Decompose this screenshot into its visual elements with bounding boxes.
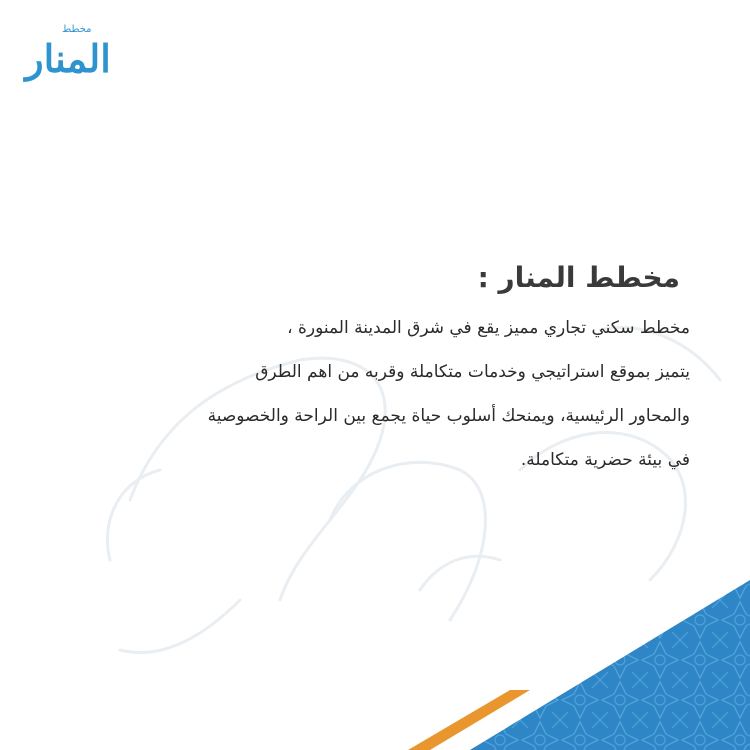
blue-pattern-wedge: [470, 580, 750, 750]
logo-main-text: المنار: [25, 36, 111, 81]
page-heading: مخطط المنار :: [477, 261, 680, 294]
description-line: يتميز بموقع استراتيجي وخدمات متكاملة وقربه من اهم الطرق: [255, 362, 690, 382]
description-line: مخطط سكني تجاري مميز يقع في شرق المدينة المنورة ،: [287, 318, 690, 338]
description-line: والمحاور الرئيسية، ويمنحك أسلوب حياة يجمع بين الراحة والخصوصية: [207, 406, 690, 426]
logo-small-text: مخطط: [62, 24, 92, 35]
description-line: في بيئة حضرية متكاملة.: [520, 450, 690, 470]
